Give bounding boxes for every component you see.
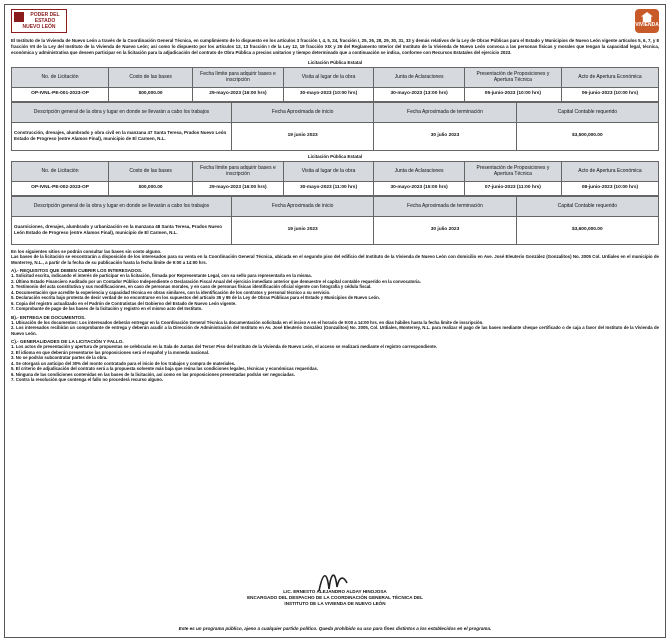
signer-name: LIC. ERNESTO ALEJANDRO ALDAY HINOJOSA [283, 589, 387, 594]
list-item: 1. Ubicación de los documentos: Los interesados deberán entregar en la Coordinación General Técnica la documentación solicitada en el inciso A en el horario de 9:00 a 14:00 hrs. en días hábiles hasta la fecha límite de inscripción. [11, 319, 484, 325]
end-date: 30 julio 2023 [374, 216, 516, 244]
capital-required: $3,600,000.00 [516, 216, 658, 244]
right-logo-text: VIVIENDA [635, 22, 659, 28]
bases-cost: $00,000.00 [109, 87, 193, 101]
table-header-row [12, 196, 659, 216]
col-deadline: Fecha límite para adquirir bases e inscripción [193, 161, 284, 181]
col-deadline: Fecha límite para adquirir bases e inscripción [193, 67, 284, 87]
tender-table-1 [11, 67, 659, 102]
col-tender-number: No. de Licitación [12, 161, 109, 181]
col-capital: Capital Contable requerido [516, 102, 658, 122]
start-date: 19 junio 2023 [231, 122, 373, 150]
list-item: 3. Testimonio del acta constitutiva y sus modificaciones, en caso de personas morales, y en caso de personas físicas identificación oficial vigente con fotografía y cédula fiscal. [11, 284, 372, 290]
deadline: 29-mayo-2023 (16:00 hrs) [193, 181, 284, 195]
clarifications: 30-mayo-2023 (13:00 hrs) [374, 87, 465, 101]
shield-icon [14, 12, 24, 22]
table-header-row [12, 67, 659, 87]
list-item: 7. Comprobante de pago de las bases de la licitación y registro en el mismo acto del Instituto. [11, 306, 203, 312]
site-visit: 30-mayo-2023 (10:00 hrs) [283, 87, 374, 101]
col-site-visit: Visita al lugar de la obra [283, 67, 374, 87]
list-item: 6. Ninguna de las condiciones contenidas en las bases de la licitación, así como en las proposiciones presentadas podrán ser negociadas. [11, 371, 295, 377]
col-economic-opening: Acto de Apertura Económica [561, 67, 658, 87]
document-header [11, 9, 659, 35]
technical-opening: 05-junio-2023 (10:00 hrs) [464, 87, 561, 101]
capital-required: $3,500,000.00 [516, 122, 658, 150]
table-row [12, 181, 659, 195]
section-b-title: B).- ENTREGA DE DOCUMENTOS. [11, 314, 86, 320]
site-visit: 30-mayo-2023 (11:00 hrs) [283, 181, 374, 195]
bases-cost: $00,000.00 [109, 181, 193, 195]
col-clarifications: Junta de Aclaraciones [374, 161, 465, 181]
economic-opening: 08-junio-2023 (10:00 hrs) [561, 181, 658, 195]
col-bases-cost: Costo de las bases [109, 161, 193, 181]
technical-opening: 07-junio-2023 (11:00 hrs) [464, 181, 561, 195]
signer-institution: INSTITUTO DE LA VIVIENDA DE NUEVO LEÓN [284, 601, 386, 606]
section-a [11, 268, 659, 312]
list-item: 4. Documentación que acredite la experiencia y capacidad técnica en obras similares, con la identificación de los contratos y personal técnico a su servicio. [11, 289, 331, 295]
col-technical-opening: Presentación de Proposiciones y Apertura Técnica [464, 67, 561, 87]
list-item: 1. Los actos de presentación y apertura de propuestas se celebrarán en la Sala de Juntas del Tercer Piso del Instituto de la Vivienda de Nuevo León, el acceso se realizará mediante el registro correspondiente. [11, 344, 438, 350]
note-line: Las bases de la licitación se encontrarán a disposición de los interesados para su venta en la Coordinación General Técnica, ubicada en el segundo piso del edificio del Instituto de la Vivienda de Nuevo León con domicilio en Ave. José Eleuterio González (Gonzalitos) No. 2005 Col. Urdiales en el municipio de Monterrey, N.L., a partir de la fecha de su publicación hasta la fecha límite de 9:00 a 14:00 hrs. [11, 254, 659, 265]
section-c-title: C).- GENERALIDADES DE LA LICITACIÓN Y FALLO. [11, 339, 124, 345]
list-item: 1. Solicitud escrita, indicando el interés de participar en la licitación, firmada por Representante Legal, con su sello para representarla en la misma. [11, 273, 312, 279]
left-logo-text: PODER DEL ESTADO NUEVO LEÓN [22, 12, 60, 30]
col-start-date: Fecha Aproximada de inicio [231, 196, 373, 216]
document-page [4, 4, 666, 638]
col-start-date: Fecha Aproximada de inicio [231, 102, 373, 122]
economic-opening: 06-junio-2023 (10:00 hrs) [561, 87, 658, 101]
signer-title: ENCARGADO DEL DESPACHO DE LA COORDINACIÓN GENERAL TÉCNICA DEL [247, 595, 423, 600]
end-date: 30 julio 2023 [374, 122, 516, 150]
list-item: 4. Se otorgará un anticipo del 30% del monto contratado para el inicio de los trabajos y compra de materiales. [11, 360, 236, 366]
table-row [12, 122, 659, 150]
start-date: 19 junio 2023 [231, 216, 373, 244]
col-bases-cost: Costo de las bases [109, 67, 193, 87]
col-description: Descripción general de la obra y lugar en donde se llevarán a cabo los trabajos [12, 196, 232, 216]
signature-block [5, 589, 665, 607]
col-capital: Capital Contable requerido [516, 196, 658, 216]
notes-block [11, 249, 659, 266]
note-line: En los siguientes sitios se podrán consultar las bases sin costo alguno. [11, 248, 162, 254]
list-item: 2. El idioma en que deberán presentarse las proposiciones será el español y la moneda nacional. [11, 349, 210, 355]
col-economic-opening: Acto de Apertura Económica [561, 161, 658, 181]
intro-paragraph: El Instituto de la Vivienda de Nuevo León a través de la Coordinación General Técnica, en cumplimiento de lo dispuesto en los artículos 3 fracción I, 4, 5, 24, fracción I, 25, 26, 28, 29, 30, 31, 33 y demás relativos de la Ley de Obras Públicas para el Estado y Municipios de Nuevo León vigente artículos 5, 6, 7, y 8 fracción VII de la Ley del Instituto de la Vivienda de Nuevo León; así como lo dispuesto por los artículos 12, 13 fracción I de la Ley 12, 19 fracción XIX y 26 del Reglamento Interior del Instituto de la Vivienda de Nuevo León convoca a las personas físicas y morales que tengan la capacidad legal, técnica, económica y administrativa que deseen participar en la licitación para la adjudicación del contrato de Obra Pública a precios unitarios y tiempo determinado que a continuación se indica, conforme con Recursos Estatales del ejercicio 2023. [11, 38, 659, 56]
col-site-visit: Visita al lugar de la obra [283, 161, 374, 181]
col-clarifications: Junta de Aclaraciones [374, 67, 465, 87]
section-a-title: A).- REQUISITOS QUE DEBEN CUBRIR LOS INTERESADOS. [11, 268, 143, 274]
deadline: 29-mayo-2023 (16:00 hrs) [193, 87, 284, 101]
list-item: 5. El criterio de adjudicación del contrato será a la propuesta solvente más baja que reúna las condiciones legales, técnicas y económicas requeridas. [11, 366, 319, 372]
list-item: 2. Último Estado Financiero Auditado por un Contador Público Independiente o Declaración Fiscal Anual del ejercicio inmediato anterior que demuestre el capital contable requerido en la convocatoria. [11, 278, 421, 284]
tender-number: OP-IVNL-PE-002-2023-OP [12, 181, 109, 195]
section-c [11, 339, 659, 383]
housing-institute-logo [635, 9, 659, 33]
list-item: 7. Contra la resolución que contenga el fallo no procederá recurso alguno. [11, 377, 164, 383]
table-row [12, 216, 659, 244]
tender-table-2 [11, 161, 659, 196]
table-caption-1: Licitación Pública Estatal [307, 59, 363, 65]
tender-number: OP-IVNL-PE-001-2023-OP [12, 87, 109, 101]
list-item: 2. Los interesados recibirán un comprobante de entrega y deberán acudir a la Dirección de Administración del Instituto en Av. José Eleuterio González (Gonzalitos) No. 2005, Col. Urdiales, Monterrey, N.L. para realizar el pago de las bases mediante cheque certificado o de caja a favor del Instituto de la Vivienda de Nuevo León. [11, 325, 659, 336]
table-header-row [12, 102, 659, 122]
handwritten-signature [313, 567, 353, 595]
col-technical-opening: Presentación de Proposiciones y Apertura Técnica [464, 161, 561, 181]
tender-detail-table-1 [11, 102, 659, 151]
col-description: Descripción general de la obra y lugar en donde se llevarán a cabo los trabajos [12, 102, 232, 122]
list-item: 5. Declaración escrita bajo protesta de decir verdad de no encontrarse en los supuestos del artículo 35 y 95 de la Ley de Obras Públicas para el Estado y Municipios de Nuevo León. [11, 295, 380, 301]
table-header-row [12, 161, 659, 181]
house-icon [641, 12, 653, 22]
tender-detail-table-2 [11, 196, 659, 245]
state-government-logo [11, 9, 67, 33]
clarifications: 30-mayo-2023 (15:00 hrs) [374, 181, 465, 195]
work-description: Guarniciones, drenajes, alumbrado y urbanización en la manzana 48 Santa Teresa, Prados Nuevo León Estado de Progreso (entre Alamos Final), municipio de El Carmen, N.L. [12, 216, 232, 244]
list-item: 6. Copia del registro actualizado en el Padrón de Contratistas del Gobierno del Estado de Nuevo León vigente. [11, 300, 237, 306]
col-end-date: Fecha Aproximada de terminación [374, 102, 516, 122]
col-tender-number: No. de Licitación [12, 67, 109, 87]
table-caption-2: Licitación Pública Estatal [307, 153, 363, 159]
footer-disclaimer: Este es un programa público, ajeno a cualquier partido político. Queda prohibido su uso para fines distintos a los establecidos en el programa. [178, 626, 492, 631]
list-item: 3. No se podrán subcontratar partes de la obra. [11, 355, 108, 361]
col-end-date: Fecha Aproximada de terminación [374, 196, 516, 216]
section-b [11, 315, 659, 337]
work-description: Construcción, drenajes, alumbrado y obra civil en la manzana 47 Santa Teresa, Prados Nuevo León Estado de Progreso (entre Alamos Final), municipio de El Carmen, N.L. [12, 122, 232, 150]
table-row [12, 87, 659, 101]
